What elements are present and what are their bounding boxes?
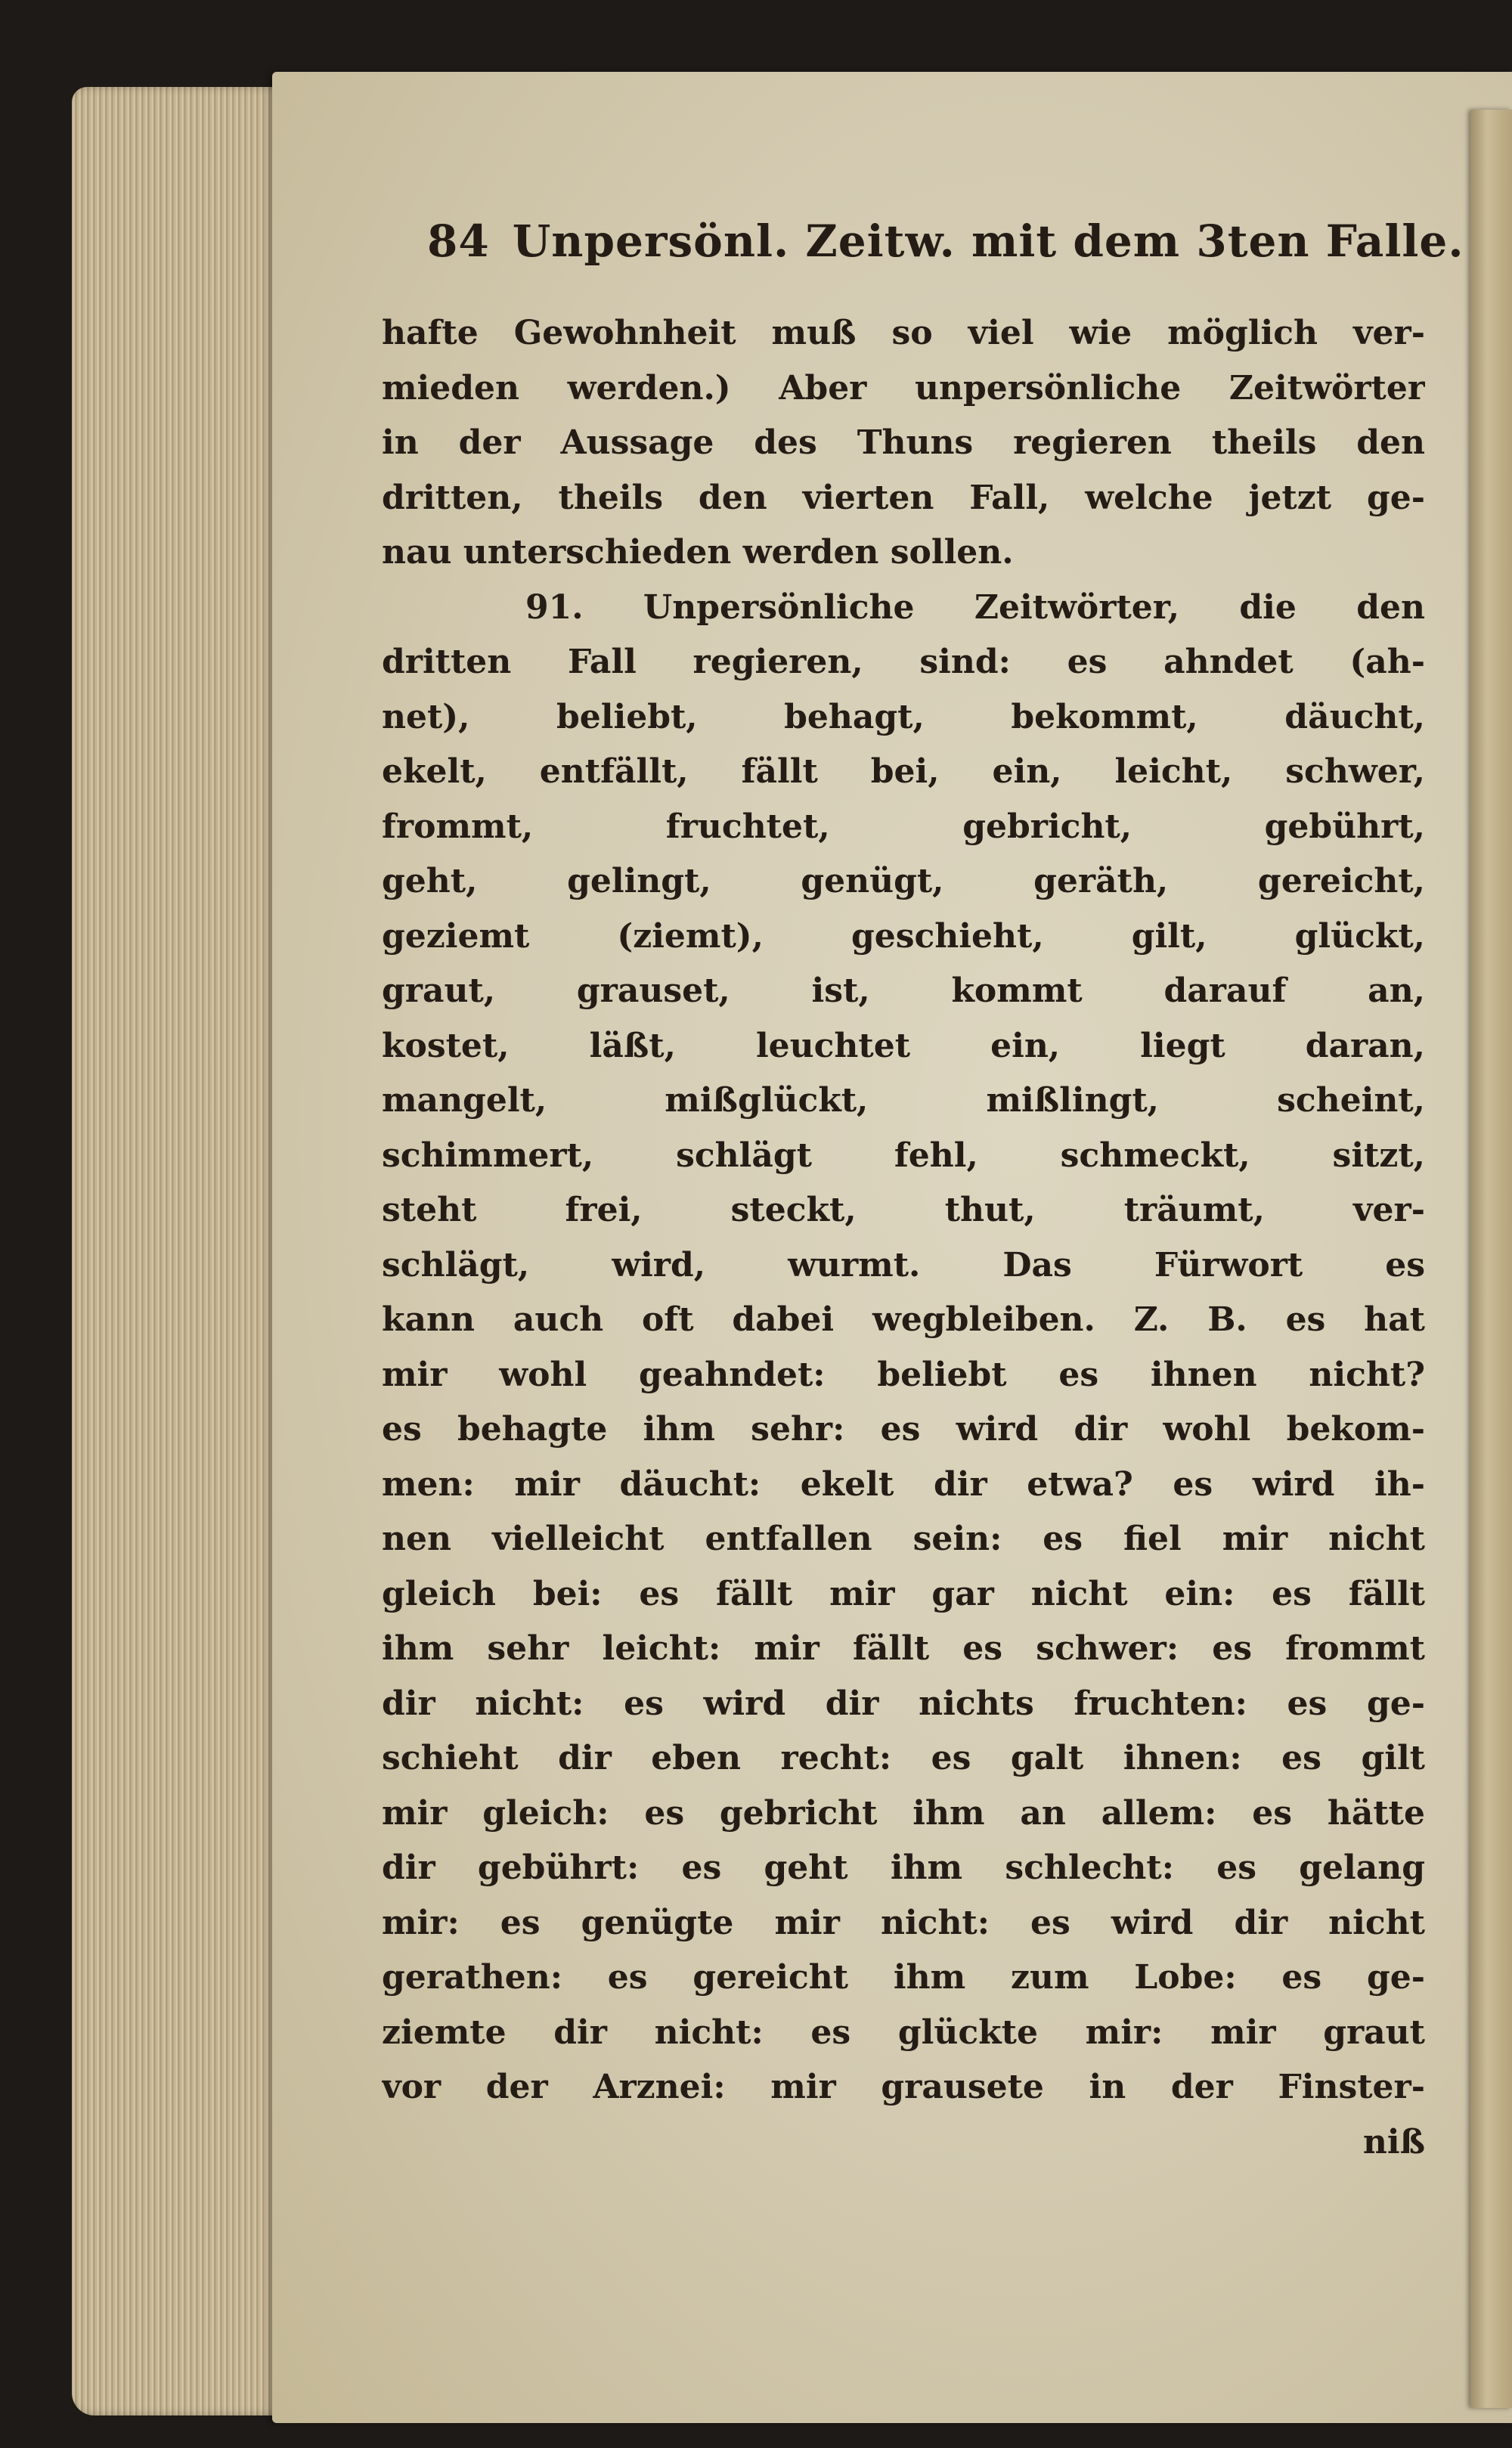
text-line: hafte Gewohnheit muß so viel wie möglich ver- (382, 314, 1425, 352)
text-line: vor der Arznei: mir grausete in der Finster- (382, 2068, 1425, 2106)
running-head (427, 215, 1464, 267)
text-line: ekelt, entfällt, fällt bei, ein, leicht, schwer, (382, 752, 1425, 791)
text-line: schieht dir eben recht: es galt ihnen: es gilt (382, 1739, 1425, 1777)
text-line: in der Aussage des Thuns regieren theils den (382, 423, 1425, 462)
running-head-title: Unpersönl. Zeitw. mit dem 3ten Falle. (512, 215, 1464, 267)
body-text (382, 306, 1425, 2170)
next-page-edge (1470, 110, 1512, 2408)
text-line: dritten Fall regieren, sind: es ahndet (ah- (382, 643, 1425, 681)
page-number: 84 (427, 215, 490, 267)
text-line: ziemte dir nicht: es glückte mir: mir graut (382, 2013, 1425, 2052)
catchword: niß (1362, 2122, 1425, 2161)
text-line: net), beliebt, behagt, bekommt, däucht, (382, 697, 1425, 736)
text-line: ihm sehr leicht: mir fällt es schwer: es frommt (382, 1629, 1425, 1668)
paragraph-start-line: 91. Unpersönliche Zeitwörter, die den (525, 587, 1425, 627)
text-line: schimmert, schlägt fehl, schmeckt, sitzt, (382, 1136, 1425, 1175)
text-line: schlägt, wird, wurmt. Das Fürwort es (382, 1245, 1425, 1284)
page-edges (72, 87, 299, 2415)
text-line: men: mir däucht: ekelt dir etwa? es wird ih- (382, 1464, 1425, 1504)
text-line: nau unterschieden werden sollen. (382, 533, 1014, 572)
text-line: steht frei, steckt, thut, träumt, ver- (382, 1191, 1425, 1229)
text-line: geziemt (ziemt), geschieht, gilt, glückt, (382, 916, 1425, 956)
text-line: mir gleich: es gebricht ihm an allem: es hätte (382, 1793, 1425, 1833)
text-line: mir wohl geahndet: beliebt es ihnen nicht? (382, 1355, 1425, 1394)
text-line: graut, grauset, ist, kommt darauf an, (382, 971, 1425, 1010)
text-line: dir gebührt: es geht ihm schlecht: es gelang (382, 1848, 1425, 1887)
text-line: dir nicht: es wird dir nichts fruchten: es ge- (382, 1684, 1425, 1723)
text-line: nen vielleicht entfallen sein: es fiel mir nicht (382, 1520, 1425, 1558)
text-line: dritten, theils den vierten Fall, welche jetzt ge- (382, 478, 1425, 517)
text-line: mieden werden.) Aber unpersönliche Zeitwörter (382, 368, 1425, 407)
text-line: frommt, fruchtet, gebricht, gebührt, (382, 807, 1425, 846)
text-line: kostet, läßt, leuchtet ein, liegt daran, (382, 1026, 1425, 1065)
text-line: gleich bei: es fällt mir gar nicht ein: es fällt (382, 1574, 1425, 1613)
text-line: gerathen: es gereicht ihm zum Lobe: es ge- (382, 1958, 1425, 1997)
text-line: mangelt, mißglückt, mißlingt, scheint, (382, 1081, 1425, 1120)
text-line: geht, gelingt, genügt, geräth, gereicht, (382, 862, 1425, 900)
text-line: mir: es genügte mir nicht: es wird dir nicht (382, 1903, 1425, 1942)
text-line: es behagte ihm sehr: es wird dir wohl bekom- (382, 1410, 1425, 1449)
text-line: kann auch oft dabei wegbleiben. Z. B. es hat (382, 1300, 1425, 1339)
